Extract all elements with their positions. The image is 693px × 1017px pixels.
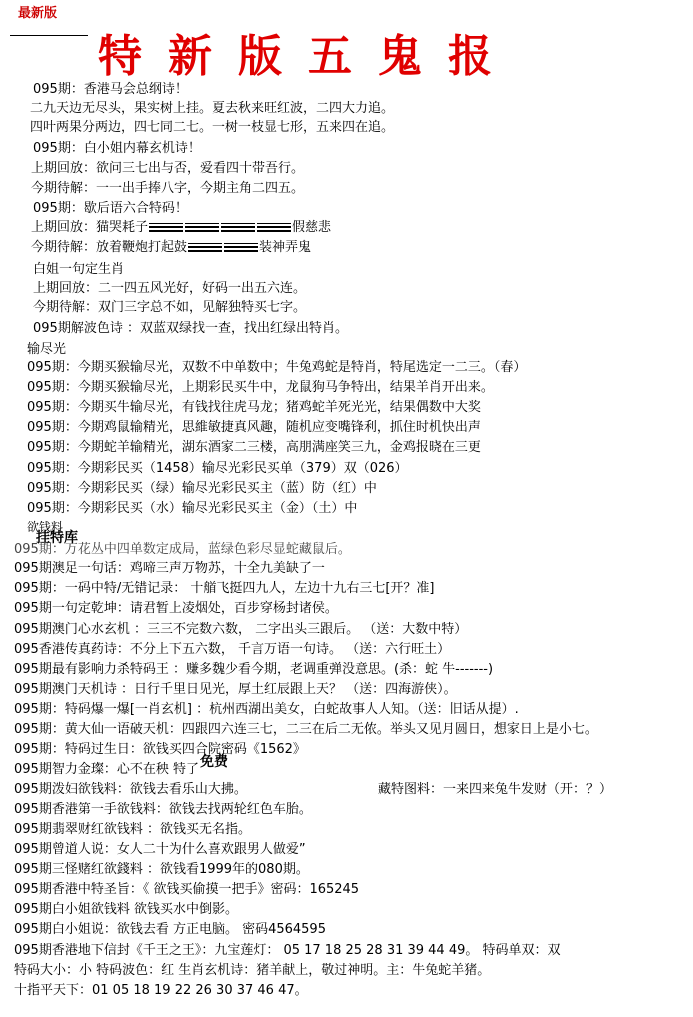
text-line: 095期：今期买牛输尽光，有钱找往虎马龙；猪鸡蛇羊死光光，结果偶数中大奖	[27, 400, 481, 415]
text-line: 095期：万花丛中四单数定成局，蓝绿色彩尽显蛇藏鼠后。	[14, 542, 351, 557]
text-span: 今期待解：放着鞭炮打起鼓	[31, 240, 188, 255]
text-line: 095期最有影响力杀特码王 ：赚多魏少看今期，老调重弹没意思。(杀：蛇 牛-------)	[14, 662, 494, 677]
section-label: 输尽光	[27, 342, 67, 357]
divider	[10, 35, 88, 36]
text-line: 095期澳足一句话：鸡啼三声万物苏，十全九美缺了一	[14, 561, 325, 576]
block-bar	[224, 243, 258, 252]
text-line: 十指平天下：01 05 18 19 22 26 30 37 46 47。	[14, 983, 308, 998]
block-bar	[185, 223, 219, 232]
text-line: 095期：一码中特/无错记录： 十艏飞挺四九人，左边十九右三七[开？准]	[14, 581, 435, 596]
block-bar	[257, 223, 291, 232]
block-bar	[221, 223, 255, 232]
edition-badge: 最新版	[18, 6, 58, 21]
text-line: 095期翡翠财红欲钱料 ：欲钱买无名指。	[14, 822, 251, 837]
text-line: 上期回放：欲问三七出与否，爱看四十带吾行。	[31, 161, 305, 176]
text-line: 095期：今期彩民买（绿）输尽光彩民买主（蓝）防（红）中	[27, 481, 377, 496]
text-line: 095期：今期蛇羊输精光，湖东酒家二三楼，高朋满座笑三九，金鸡报晓在三更	[27, 440, 481, 455]
text-line: 095期白小姐说：欲钱去看 方正电脑。 密码4564595	[14, 922, 326, 937]
text-span: 上期回放：猫哭耗子	[31, 220, 149, 235]
text-line: 特码大小：小 特码波色：红 生肖玄机诗：猪羊献上，敬过神明。主：牛兔蛇羊猪。	[14, 963, 491, 978]
section-label: 挂特库	[36, 530, 78, 546]
text-line: 095期：今期买猴输尽光，双数不中单数中；牛兔鸡蛇是特肖，特尾选定一二三。（春）	[27, 360, 527, 375]
block-bar	[188, 243, 222, 252]
text-line: 095期一句定乾坤：请君暂上凌烟处，百步穿杨封诸侯。	[14, 601, 338, 616]
text-line: 095期香港中特圣旨：《 欲钱买偷摸一把手》密码：165245	[14, 882, 360, 897]
page-title: 特新版五鬼报	[98, 31, 518, 82]
text-line: 095期白小姐欲钱料 欲钱买水中倒影。	[14, 902, 238, 917]
text-line: 095期：特码过生日：欲钱买四合院密码《1562》	[14, 742, 306, 757]
text-line: 095期香港第一手欲钱料：欲钱去找两轮红色车胎。	[14, 802, 312, 817]
block-bar	[149, 223, 183, 232]
text-line: 二九天边无尽头，果实树上挂。夏去秋来旺红波，二四大力追。	[30, 101, 395, 116]
text-line: 095期：今期买猴输尽光，上期彩民买牛中，龙鼠狗马争特出，结果羊肖开出来。	[27, 380, 494, 395]
text-line: 095期：今期彩民买（1458）输尽光彩民买单（379）双（026）	[27, 461, 408, 476]
text-line: 095期：今期彩民买（水）输尽光彩民买主（金）（土）中	[27, 501, 358, 516]
text-line: 四叶两果分两边，四七同二七。一树一枝显七形，五来四在追。	[30, 120, 395, 135]
text-line: 藏特图料：一来四来兔牛发财（开：？）	[378, 782, 613, 797]
text-line: 上期回放：二一四五风光好，好码一出五六连。	[33, 281, 307, 296]
text-line	[31, 239, 311, 257]
text-line: 095期：白小姐内幕玄机诗！	[33, 141, 201, 156]
text-line: 白姐一句定生肖	[33, 262, 125, 277]
section-label: 欲钱料	[27, 520, 64, 534]
text-span: 假慈悲	[292, 220, 332, 235]
text-line: 095期：今期鸡鼠输精光，思維敏捷真风趣，随机应变嘴锋利，抓住时机快出声	[27, 420, 481, 435]
text-line: 095期泼妇欲钱料：欲钱去看乐山大拂。	[14, 782, 247, 797]
text-line: 今期待解：双门三字总不如，见解独特买七字。	[33, 300, 307, 315]
text-line: 095香港传真药诗：不分上下五六数， 千言万语一句诗。 （送：六行旺土）	[14, 642, 451, 657]
text-line: 今期待解：一一出手捧八字，今期主角二四五。	[31, 181, 305, 196]
text-line: 095期：歇后语六合特码！	[33, 201, 188, 216]
text-line: 095期三怪赌红欲錢料 ：欲钱看1999年的080期。	[14, 862, 309, 877]
text-line: 095期澳门天机诗 ：日行千里日见光，厚土红辰跟上天？ （送：四海游侠）。	[14, 682, 457, 697]
section-label: 免费	[200, 754, 228, 770]
text-line: 095期澳门心水玄机 ：三三不完数六数， 二字出头三跟后。 （送：大数中特）	[14, 622, 468, 637]
text-line: 095期：香港马会总纲诗！	[33, 82, 188, 97]
text-line: 095期：特码爆一爆[一肖玄机] ：杭州西湖出美女，白蛇故事人人知。（送：旧话从提）.	[14, 702, 519, 717]
text-line: 095期智力金璨：心不在秧 特了	[14, 762, 199, 777]
text-line: 095期解波色诗 ：双蓝双绿找一查，找出红绿出特肖。	[33, 321, 348, 336]
text-span: 装神弄鬼	[259, 240, 312, 255]
text-line: 095期：黄大仙一语破天机：四跟四六连三七，二三在后二无侬。举头又见月圆日，想家日上是小七。	[14, 722, 598, 737]
text-line	[31, 219, 331, 237]
text-line: 095期曾道人说：女人二十为什么喜欢跟男人做爱”	[14, 842, 306, 857]
text-line: 095期香港地下信封《千王之王》：九宝莲灯： 05 17 18 25 28 31 39 44 49。 特码单双：双	[14, 943, 561, 958]
